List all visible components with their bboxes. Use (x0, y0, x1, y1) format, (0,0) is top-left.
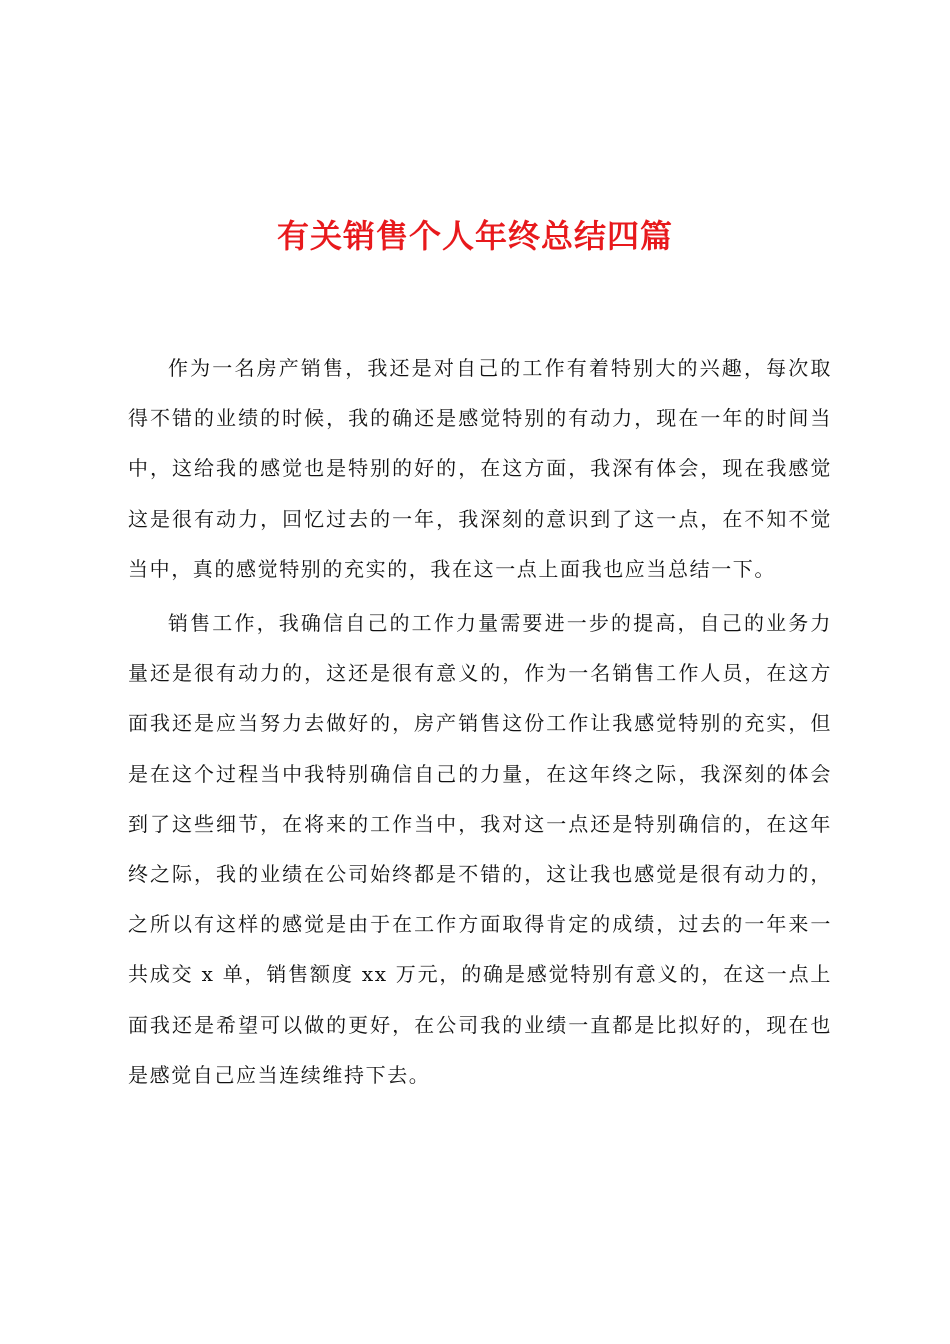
paragraph-2: 销售工作，我确信自己的工作力量需要进一步的提高，自己的业务力量还是很有动力的，这还是很有意义的，作为一名销售工作人员，在这方面我还是应当努力去做好的，房产销售这份工作让我感觉特别的充实，但是在这个过程当中我特别确信自己的力量，在这年终之际，我深刻的体会到了这些细节，在将来的工作当中，我对这一点还是特别确信的，在这年终之际，我的业绩在公司始终都是不错的，这让我也感觉是很有动力的，之所以有这样的感觉是由于在工作方面取得肯定的成绩，过去的一年来一共成交 x 单，销售额度 xx 万元，的确是感觉特别有意义的，在这一点上面我还是希望可以做的更好，在公司我的业绩一直都是比拟好的，现在也是感觉自己应当连续维持下去。 (128, 611, 832, 1087)
document-title: 有关销售个人年终总结四篇 (276, 217, 673, 255)
paragraph-1: 作为一名房产销售，我还是对自己的工作有着特别大的兴趣，每次取得不错的业绩的时候，我的确还是感觉特别的有动力，现在一年的时间当中，这给我的感觉也是特别的好的，在这方面，我深有体会，现在我感觉这是很有动力，回忆过去的一年，我深刻的意识到了这一点，在不知不觉当中，真的感觉特别的充实的，我在这一点上面我也应当总结一下。 (128, 356, 832, 581)
document-body (128, 343, 832, 1104)
